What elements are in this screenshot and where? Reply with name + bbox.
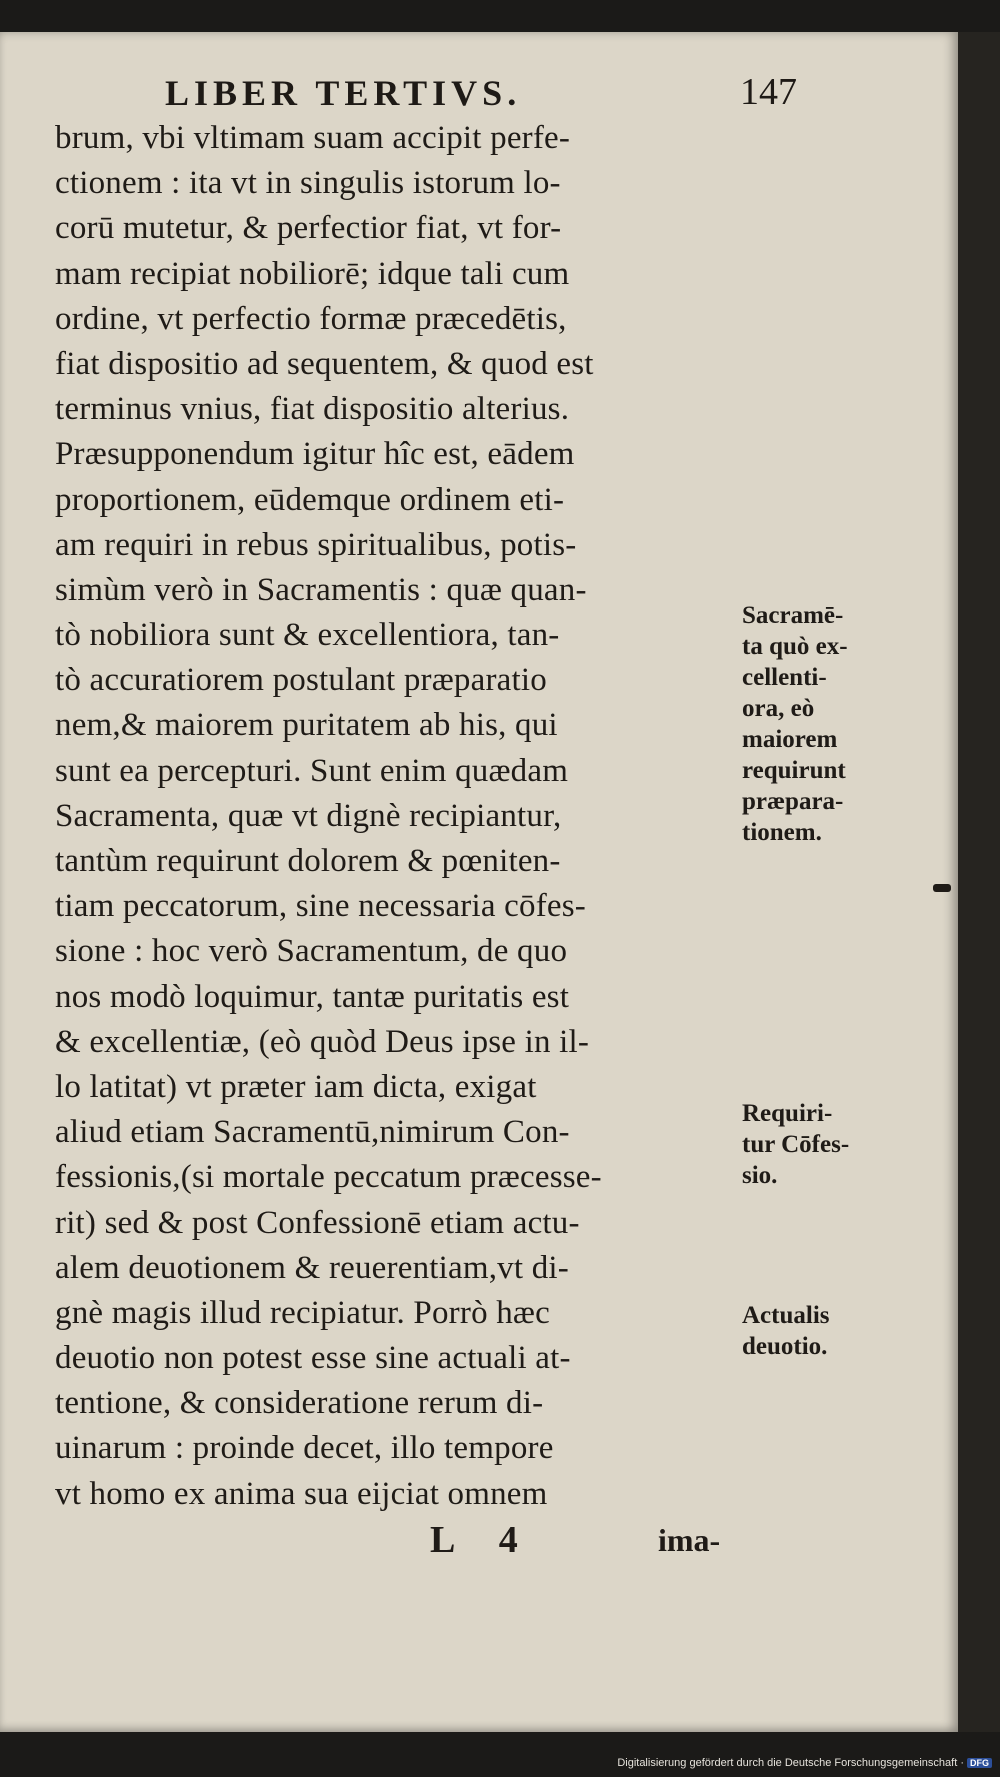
marginal-line: deuotio. bbox=[742, 1333, 828, 1360]
text-line: fiat dispositio ad sequentem, & quod est bbox=[55, 345, 594, 382]
marginal-note-deuotio bbox=[742, 1300, 907, 1362]
text-line: deuotio non potest esse sine actuali at- bbox=[55, 1340, 571, 1377]
marginal-line: ora, eò bbox=[742, 695, 815, 722]
ink-mark bbox=[933, 884, 951, 892]
text-line: ctionem : ita vt in singulis istorum lo- bbox=[55, 165, 561, 202]
digitization-credit bbox=[617, 1757, 992, 1769]
text-line: aliud etiam Sacramentū,nimirum Con- bbox=[55, 1114, 570, 1151]
body-text bbox=[55, 116, 745, 1517]
text-line: tò accuratiorem postulant præparatio bbox=[55, 662, 547, 699]
text-line: mam recipiat nobiliorē; idque tali cum bbox=[55, 255, 570, 292]
marginal-line: maiorem bbox=[742, 726, 838, 753]
text-line: tò nobiliora sunt & excellentiora, tan- bbox=[55, 617, 560, 654]
page-number: 147 bbox=[740, 71, 797, 113]
marginal-note-sacramenta bbox=[742, 600, 907, 848]
text-line: simùm verò in Sacramentis : quæ quan- bbox=[55, 571, 587, 608]
text-line: am requiri in rebus spiritualibus, potis- bbox=[55, 526, 577, 563]
text-line: alem deuotionem & reuerentiam,vt di- bbox=[55, 1249, 569, 1286]
text-line: nos modò loquimur, tantæ puritatis est bbox=[55, 978, 570, 1015]
text-line: ordine, vt perfectio formæ præcedētis, bbox=[55, 300, 567, 337]
text-line: nem,& maiorem puritatem ab his, qui bbox=[55, 707, 558, 744]
credit-text: Digitalisierung gefördert durch die Deutsche Forschungsgemeinschaft · bbox=[617, 1757, 964, 1769]
dfg-logo: DFG bbox=[967, 1758, 992, 1768]
marginal-line: Sacramē- bbox=[742, 602, 844, 629]
text-line: uinarum : proinde decet, illo tempore bbox=[55, 1430, 554, 1467]
text-line: proportionem, eūdemque ordinem eti- bbox=[55, 481, 565, 518]
running-title: LIBER TERTIVS. bbox=[165, 73, 522, 113]
text-line: rit) sed & post Confessionē etiam actu- bbox=[55, 1204, 580, 1241]
text-line: & excellentiæ, (eò quòd Deus ipse in il- bbox=[55, 1023, 590, 1060]
text-line: gnè magis illud recipiatur. Porrò hæc bbox=[55, 1294, 550, 1331]
marginal-line: ta quò ex- bbox=[742, 633, 848, 660]
marginal-line: tur Cōfes- bbox=[742, 1131, 850, 1158]
marginal-note-confessio bbox=[742, 1098, 907, 1191]
text-line: fessionis,(si mortale peccatum præcesse- bbox=[55, 1159, 602, 1196]
text-line: Præsupponendum igitur hîc est, eādem bbox=[55, 436, 575, 473]
page-edge-shadow bbox=[958, 32, 1000, 1732]
marginal-line: Requiri- bbox=[742, 1100, 833, 1127]
text-line: tiam peccatorum, sine necessaria cōfes- bbox=[55, 888, 586, 925]
text-line: sunt ea percepturi. Sunt enim quædam bbox=[55, 752, 569, 789]
marginal-line: cellenti- bbox=[742, 664, 827, 691]
text-line: sione : hoc verò Sacramentum, de quo bbox=[55, 933, 568, 970]
text-line: brum, vbi vltimam suam accipit perfe- bbox=[55, 120, 571, 156]
text-line: lo latitat) vt præter iam dicta, exigat bbox=[55, 1068, 537, 1105]
marginal-line: sio. bbox=[742, 1162, 778, 1189]
text-line: Sacramenta, quæ vt dignè recipiantur, bbox=[55, 797, 562, 834]
catchword: ima- bbox=[658, 1522, 721, 1558]
text-line: corū mutetur, & perfectior fiat, vt for- bbox=[55, 210, 562, 247]
text-line: tentione, & consideratione rerum di- bbox=[55, 1385, 544, 1422]
text-line: terminus vnius, fiat dispositio alterius. bbox=[55, 391, 570, 428]
marginal-line: Actualis bbox=[742, 1302, 830, 1329]
signature-mark: L 4 bbox=[430, 1519, 536, 1561]
text-line: tantùm requirunt dolorem & pœniten- bbox=[55, 843, 561, 879]
marginal-line: præpara- bbox=[742, 788, 844, 815]
marginal-line: requirunt bbox=[742, 757, 846, 784]
text-line: vt homo ex anima sua eijciat omnem bbox=[55, 1475, 548, 1512]
marginal-line: tionem. bbox=[742, 819, 822, 846]
